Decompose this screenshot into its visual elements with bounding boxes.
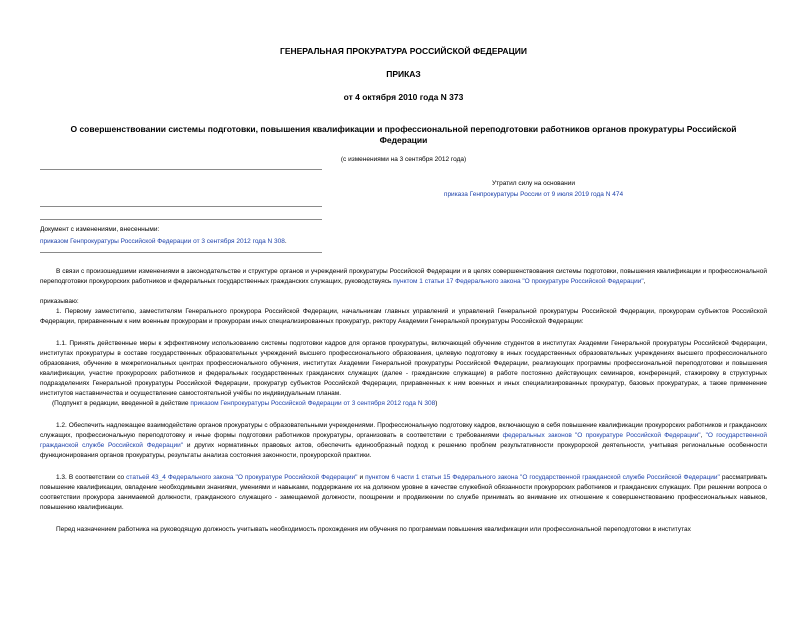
paragraph-appointment: Перед назначением работника на руководящую должность учитывать необходимость прохождения им обучения по программам повышения квалификации или профессиональной переподготовки в институтах: [56, 526, 691, 533]
amendment-tail: ): [435, 400, 438, 407]
p13-tail: рассматривать повышение квалификации, овладение необходимыми знаниями, умениями и навыками, поддержание их на должном уровне в качестве служебной обязанности прокурорских работников и гражданских служащих. При решении вопроса о соответствии прокурора занимаемой должности, гражданского служащего - замещаемой должности, поощрении и продвижении по службе принимать во внимание их отношение к совершенствованию профессиональных навыков, повышению квалификации.: [40, 474, 767, 511]
paragraph-1: 1. Первому заместителю, заместителям Генерального прокурора Российской Федерации, начальникам главных управлений и управлений Генеральной прокуратуры Российской Федерации, прокурорам субъектов Российской Федерации, приравненным к ним военным прокурорам и прокурорам иных специализированных прокуратур, ректору Академии Генеральной прокуратуры Российской Федерации:: [40, 308, 767, 325]
paragraph-order: приказываю:: [40, 298, 79, 305]
document-title: О совершенствовании системы подготовки, повышения квалификации и профессиональной переподготовки работников органов прокуратуры Российской Федерации: [70, 124, 737, 145]
amendment-text: (Подпункт в редакции, введенной в действие: [52, 400, 191, 407]
lost-force-label: Утратил силу на основании: [491, 180, 576, 187]
authority-heading: ГЕНЕРАЛЬНАЯ ПРОКУРАТУРА РОССИЙСКОЙ ФЕДЕРАЦИИ: [280, 46, 527, 56]
doc-type-heading: ПРИКАЗ: [386, 69, 421, 79]
divider: [40, 252, 322, 253]
lost-force-note: [300, 178, 767, 200]
doc-changes-line: [40, 236, 767, 248]
article-43-4-link[interactable]: статьей 43_4 Федерального закона "О прокуратуре Российской Федерации": [126, 474, 358, 481]
doc-changes-note: [40, 224, 767, 248]
article-15-link[interactable]: пунктом 6 части 1 статьи 15 Федерального закона "О государственной гражданской службе Российской Федерации": [365, 474, 720, 481]
p12-mid: ,: [700, 432, 706, 439]
paragraph-1-1: 1.1. Принять действенные меры к эффективному использованию системы подготовки кадров для органов прокуратуры, включающей обучение студентов в институтах Академии Генеральной прокуратуры Российской Федерации, институтах прокуратуры в составе государственных образовательных учреждений высшего профессионального образования, целевую подготовку в иных государственных образовательных учреждениях высшего профессионального образования, обучение в межрегиональных центрах профессионального обучения, институтах Академии Генеральной прокуратуры Российской Федерации, реализующих программы профессиональной переподготовки и повышения квалификации, участие прокурорских работников и федеральных государственных гражданских служащих (далее - гражданские служащие) в работе постоянно действующих семинаров, конференций, стажировку в структурных подразделениях Генеральной прокуратуры Российской Федерации, прокуратур субъектов Российской Федерации, приравненных к ним военных и иных специализированных прокуратур, базовых прокуратурах, а также применение институтов наставничества и осуществление самостоятельной учёбы по индивидуальным планам.: [40, 340, 767, 397]
date-number-heading: от 4 октября 2010 года N 373: [343, 92, 464, 102]
amendment-link[interactable]: приказом Генпрокуратуры Российской Федерации от 3 сентября 2012 года N 308: [190, 400, 436, 407]
law-link-prosecution[interactable]: пунктом 1 статьи 17 Федерального закона "О прокуратуре Российской Федерации": [393, 278, 644, 285]
paragraph-1-2: [40, 421, 767, 461]
preamble-tail: ,: [643, 278, 646, 285]
p13-text: 1.3. В соответствии со: [56, 474, 127, 481]
p13-mid: и: [357, 474, 366, 481]
doc-changes-tail: .: [284, 238, 287, 245]
paragraph-1-3: [40, 473, 767, 513]
divider: [40, 169, 322, 170]
civil-service-law-link[interactable]: "О государственной гражданской службе Российской Федерации": [40, 432, 767, 449]
doc-changes-label: Документ с изменениями, внесенными:: [40, 226, 160, 233]
divider: [40, 206, 322, 207]
doc-changes-link[interactable]: приказом Генпрокуратуры Российской Федерации от 3 сентября 2012 года N 308: [40, 238, 285, 245]
preamble-text: В связи с произошедшими изменениями в законодательстве и структуре органов и учреждений прокуратуры Российской Федерации и в целях совершенствования системы подготовки, повышения квалификации и профессиональной переподготовки прокурорских работников и федеральных государственных гражданских служащих, руководствуясь: [40, 268, 767, 285]
changes-note: (с изменениями на 3 сентября 2012 года): [340, 156, 467, 163]
divider: [40, 219, 322, 220]
document-page: [0, 46, 807, 617]
paragraph-amendment-note: [40, 399, 767, 409]
lost-force-link[interactable]: приказа Генпрокуратуры России от 9 июля 2019 года N 474: [443, 191, 624, 198]
p12-text: 1.2. Обеспечить надлежащее взаимодействие органов прокуратуры с образовательными учреждениями. Профессиональную подготовку кадров, включающую в себя повышение квалификации прокурорских работников и гражданских служащих, профессиональную переподготовку и иные формы подготовки работников прокуратуры, организовать в соответствии с требованиями: [40, 422, 767, 439]
federal-laws-link[interactable]: федеральных законов "О прокуратуре Российской Федерации": [502, 432, 701, 439]
p12-tail: и других нормативных правовых актов, обеспечить единообразный подход к решению проблем результативности прокурорской деятельности, учитывая региональные особенности функционирования органов прокуратуры, результаты анализа состояния законности, прокурорской практики.: [40, 442, 767, 459]
paragraph-preamble: [40, 267, 767, 287]
